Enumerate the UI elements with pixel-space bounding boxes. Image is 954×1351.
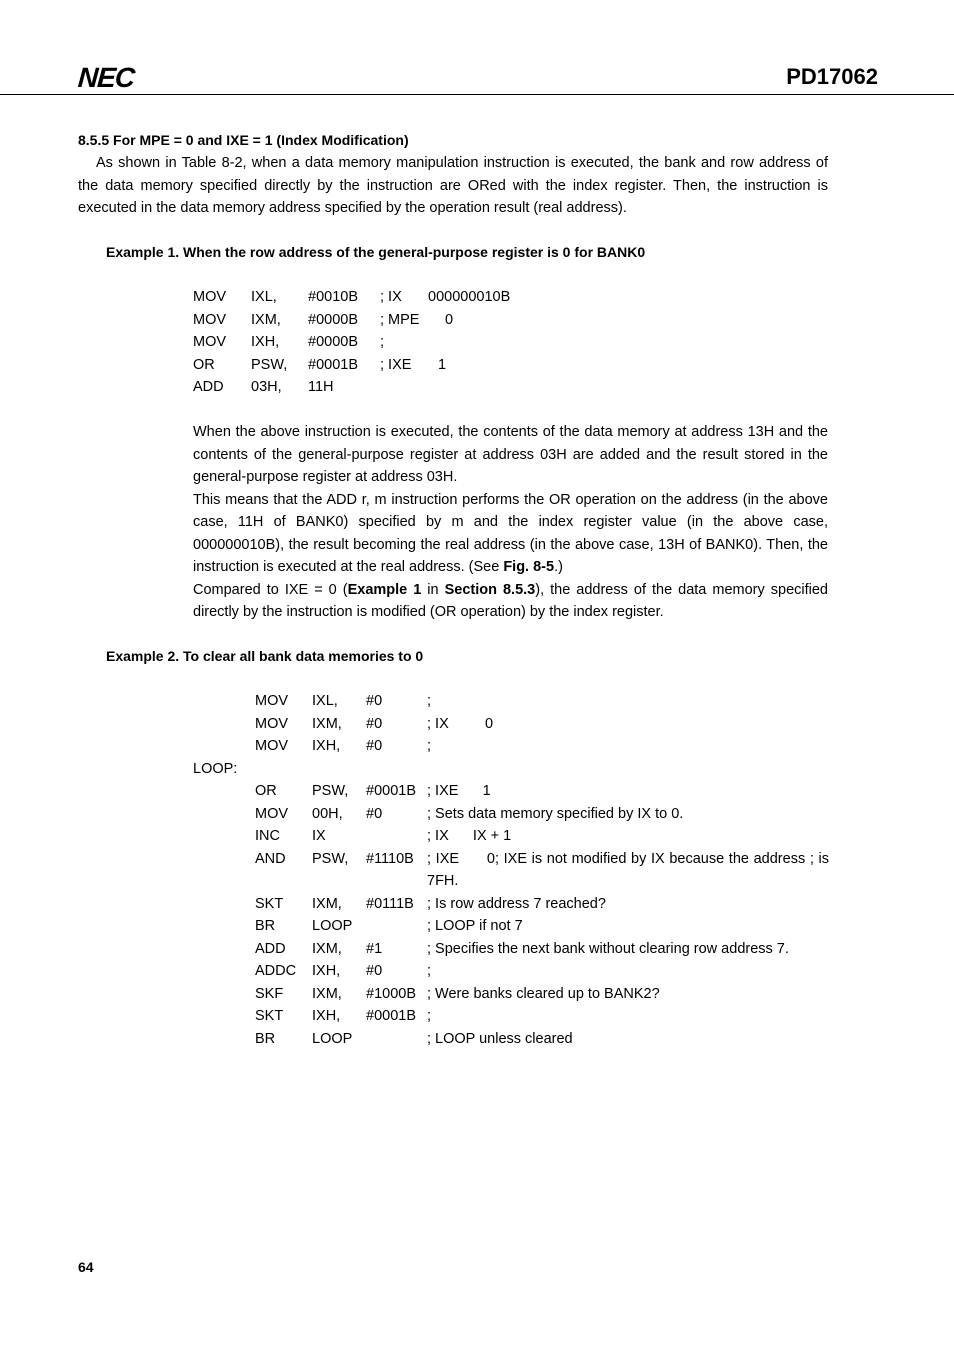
header-divider [0, 94, 954, 95]
operand: #0 [366, 715, 383, 732]
operand: PSW, [312, 850, 349, 867]
explanation-text: Compared to IXE = 0 ( [193, 581, 348, 598]
operand: LOOP [312, 1030, 353, 1047]
mnemonic: OR [193, 356, 215, 373]
comment-value: 0 [485, 715, 494, 732]
operand: #0000B [308, 311, 358, 328]
example1-title: Example 1. When the row address of the general-purpose register is 0 for BANK0 [106, 244, 646, 260]
explanation-text: This means that the ADD r, m instruction performs the OR operation on the address (in the above case, 11H of BANK0) specified by m and the index register value (in the above case, 000000010B), the result becoming the real address (in the above case, 13H of BANK0). Then, the instruction is executed at the real address. (See [193, 491, 828, 575]
explanation-paragraph-1: When the above instruction is executed, the contents of the data memory at address 13H and the contents of the general-purpose register at address 03H are added and the result stored in the general-purpose register at address 03H. [193, 424, 828, 485]
code-line [193, 690, 833, 713]
mnemonic: MOV [255, 715, 289, 732]
operand: IXH, [312, 1008, 341, 1024]
mnemonic: SKT [255, 895, 284, 912]
mnemonic: MOV [193, 289, 227, 305]
operand: IX [312, 828, 326, 844]
comment: ; IXE 1 [427, 783, 491, 799]
operand: IXH, [251, 334, 280, 350]
explanation-paragraph-3 [193, 579, 828, 624]
mnemonic: MOV [255, 738, 289, 754]
mnemonic: MOV [255, 693, 289, 709]
example1-explanation [193, 421, 828, 624]
comment: ; IX [427, 715, 449, 732]
comment: ; Were banks cleared up to BANK2? [427, 985, 660, 1002]
code-line [193, 915, 833, 938]
operand: PSW, [312, 783, 349, 799]
operand: IXM, [312, 895, 342, 912]
mnemonic: SKF [255, 985, 284, 1002]
mnemonic: MOV [193, 334, 227, 350]
operand: #0000B [308, 334, 358, 350]
document-id: PD17062 [786, 64, 878, 89]
explanation-text: .) [554, 559, 563, 575]
comment-value: 0 [445, 311, 454, 328]
mnemonic: AND [255, 850, 286, 867]
comment: ; [427, 738, 432, 754]
mnemonic: BR [255, 1030, 276, 1047]
mnemonic: ADDC [255, 963, 297, 979]
code-line [193, 848, 833, 893]
operand: #0 [366, 963, 383, 979]
mnemonic: MOV [193, 311, 227, 328]
mnemonic: MOV [255, 805, 289, 822]
example2-code [193, 690, 833, 1050]
operand: #0111B [366, 895, 414, 912]
comment: ; [427, 1008, 432, 1024]
mnemonic: BR [255, 918, 276, 934]
code-line [193, 983, 833, 1006]
operand: 11H [308, 379, 334, 395]
code-line [193, 893, 833, 916]
operand: #1000B [366, 985, 416, 1002]
mnemonic: ADD [193, 379, 224, 395]
comment: ; LOOP unless cleared [427, 1030, 573, 1047]
comment: ; [427, 693, 432, 709]
operand: #0 [366, 693, 383, 709]
code-line [193, 1005, 833, 1028]
comment: ; Specifies the next bank without clearing row address 7. [427, 940, 789, 957]
comment: ; IXE 0; IXE is not modified by IX because the address ; is 7FH. [427, 850, 834, 889]
page-number: 64 [78, 1259, 94, 1275]
code-line [193, 376, 833, 399]
operand: IXH, [312, 963, 341, 979]
code-line [193, 1028, 833, 1051]
operand: #0001B [308, 356, 358, 373]
operand: IXL, [251, 289, 277, 305]
figure-reference: Fig. 8-5 [503, 559, 555, 575]
comment: ; LOOP if not 7 [427, 918, 523, 934]
operand: LOOP [312, 918, 353, 934]
explanation-paragraph-2 [193, 489, 828, 579]
mnemonic: ADD [255, 940, 286, 957]
code-line [193, 735, 833, 758]
mnemonic: SKT [255, 1008, 284, 1024]
operand: IXL, [312, 693, 338, 709]
mnemonic: OR [255, 783, 277, 799]
operand: #0 [366, 805, 383, 822]
code-line [193, 938, 833, 961]
loop-label: LOOP: [193, 760, 238, 777]
code-line [193, 960, 833, 983]
operand: #0001B [366, 783, 416, 799]
nec-logo: NEC [76, 62, 136, 93]
section-title: 8.5.5 For MPE = 0 and IXE = 1 (Index Modification) [78, 132, 409, 148]
code-line [193, 286, 833, 309]
explanation-text: in [421, 581, 445, 598]
example-reference: Example 1 [347, 581, 422, 598]
operand: IXH, [312, 738, 341, 754]
operand: IXM, [312, 940, 342, 957]
comment-value: 1 [438, 356, 447, 373]
operand: PSW, [251, 356, 288, 373]
operand: #1110B [366, 850, 414, 867]
operand: 00H, [312, 805, 343, 822]
code-line [193, 825, 833, 848]
operand: #1 [366, 940, 383, 957]
section-reference: Section 8.5.3 [444, 581, 536, 598]
comment: ; MPE [380, 311, 420, 328]
comment: ; IX [380, 289, 402, 305]
intro-text: As shown in Table 8-2, when a data memory manipulation instruction is executed, the bank and row address of the data memory specified directly by the instruction are ORed with the index register. Then, the instruction is executed in the data memory address specified by the operation result (real address). [78, 155, 828, 216]
operand: 03H, [251, 379, 282, 395]
comment: ; IX IX + 1 [427, 828, 512, 844]
comment: ; IXE [380, 356, 412, 373]
code-line [193, 713, 833, 736]
example2-title: Example 2. To clear all bank data memories to 0 [106, 648, 424, 664]
code-line [193, 354, 833, 377]
comment: ; [427, 963, 432, 979]
code-line [193, 331, 833, 354]
code-line [193, 780, 833, 803]
code-line [193, 758, 833, 781]
comment: ; [380, 334, 385, 350]
code-line [193, 803, 833, 826]
operand: IXM, [251, 311, 281, 328]
code-line [193, 309, 833, 332]
explanation-text: ), the address of the data memory specified directly by the instruction is modified (OR operation) by the index register. [193, 581, 828, 620]
example1-code [193, 286, 833, 399]
operand: #0001B [366, 1008, 416, 1024]
mnemonic: INC [255, 828, 280, 844]
comment: ; Is row address 7 reached? [427, 895, 606, 912]
comment: ; Sets data memory specified by IX to 0. [427, 805, 684, 822]
operand: IXM, [312, 715, 342, 732]
intro-paragraph [78, 152, 828, 220]
operand: IXM, [312, 985, 342, 1002]
comment-value: 000000010B [428, 289, 511, 305]
operand: #0010B [308, 289, 358, 305]
operand: #0 [366, 738, 383, 754]
